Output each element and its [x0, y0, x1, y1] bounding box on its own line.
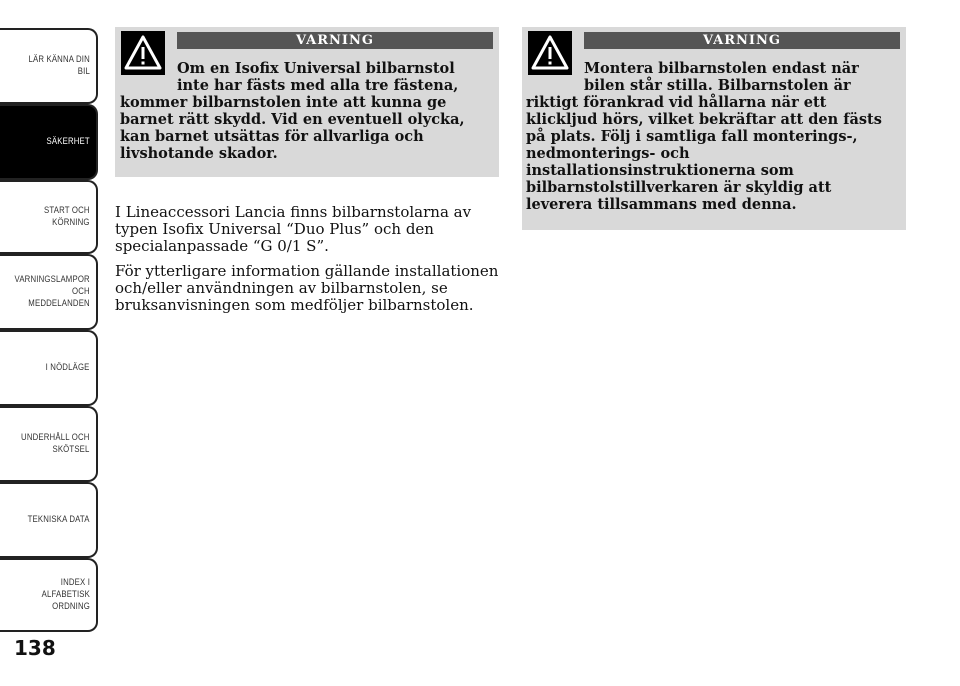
tab-varningslampor[interactable]: [0, 254, 98, 330]
warning-triangle-icon: [121, 31, 165, 75]
body-paragraph: I Lineaccessori Lancia finns bilbarnstolarna av typen Isofix Universal “Duo Plus” och den specialanpassade “G 0/1 S”.: [115, 203, 472, 255]
warning-text-rest: riktigt förankrad vid hållarna när ett klickljud hörs, vilket bekräftar att den fästs på plats. Följ i samtliga fall monterings-, nedmonterings- och installationsinstruktionerna som bilbarnstolstillverkaren är skyldig att leverera tillsammans med denna.: [526, 94, 882, 213]
warning-heading: VARNING: [584, 32, 900, 49]
warning-heading: VARNING: [177, 32, 493, 49]
tab-i-nodlage[interactable]: [0, 330, 98, 406]
warning-triangle-icon: [528, 31, 572, 75]
tab-index[interactable]: [0, 558, 98, 632]
warning-text-rest: kommer bilbarnstolen inte att kunna ge barnet rätt skydd. Vid en eventuell olycka, kan barnet utsättas för allvarliga och livshotande skador.: [120, 94, 465, 162]
tab-label: VARNINGSLAMPOR OCH MEDDELANDEN: [14, 274, 90, 309]
tab-tekniska-data[interactable]: [0, 482, 98, 558]
tab-underhall-och-skotsel[interactable]: [0, 406, 98, 482]
body-text: [115, 204, 500, 322]
tab-sakerhet[interactable]: [0, 104, 98, 180]
body-paragraph: För ytterligare information gällande installationen och/eller användningen av bilbarnstolen, se bruksanvisningen som medföljer bilbarnstolen.: [115, 262, 499, 314]
tab-label: START OCH KÖRNING: [44, 205, 90, 228]
tab-label: TEKNISKA DATA: [27, 514, 90, 525]
tab-start-och-korning[interactable]: [0, 180, 98, 254]
tab-label: UNDERHÅLL OCH SKÖTSEL: [21, 432, 90, 455]
warning-box-right: [522, 27, 906, 230]
tab-label: LÄR KÄNNA DIN BIL: [28, 54, 90, 77]
tab-lar-kanna-din-bil[interactable]: [0, 28, 98, 104]
warning-text-first: Montera bilbarnstolen endast när bilen står stilla. Bilbarnstolen är: [584, 60, 859, 94]
tab-label: INDEX I ALFABETISK ORDNING: [41, 577, 90, 612]
warning-text-first: Om en Isofix Universal bilbarnstol inte har fästs med alla tre fästena,: [177, 60, 459, 94]
tab-label: SÄKERHET: [46, 136, 90, 147]
page-number: 138: [14, 636, 56, 660]
tab-label: I NÖDLÄGE: [46, 362, 90, 373]
warning-box-left: [115, 27, 499, 177]
